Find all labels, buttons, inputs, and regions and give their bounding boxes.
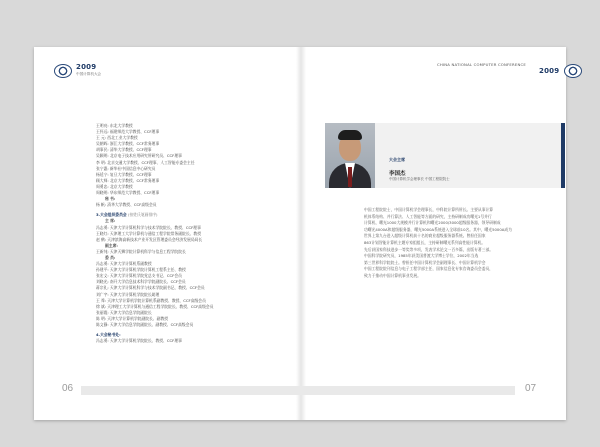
bio-line: 世界上第九台进入超级计算机前十名的商业超级服务器系统。曾担任国家 bbox=[364, 233, 486, 239]
section-note: (按姓氏笔画排序) bbox=[127, 212, 158, 218]
bio-line: 中国工程院院刊信息与电子工程学部主任，国家信息化专家咨询委员会委员， bbox=[364, 266, 494, 272]
bio-line: 第三世界科学院院士。曾担任中国计算机学会副理事长、中国计算机学会 bbox=[364, 259, 486, 265]
list-item: 张宏义: 天津大学计算机学院党总支书记、CCF会员 bbox=[96, 273, 182, 279]
book-spread bbox=[34, 47, 566, 420]
list-item: 张宁惠: 新华社中国信息中心研究员 bbox=[96, 165, 156, 171]
chair-photo bbox=[325, 123, 375, 188]
left-page bbox=[34, 47, 300, 420]
list-item: 顾大师: 北京大学教授、CCF常务理事 bbox=[96, 177, 160, 183]
bio-line: 机体系结构、并行算法、人工智能等方面的研究，主持研制成功曙光1号并行 bbox=[364, 213, 492, 219]
list-item: 王新纯: 天津天狮学院计算机科学与信息工程学院院长 bbox=[96, 248, 186, 254]
list-item: 徐 斌: 天津理工大学计算机与通信工程学院院长、教授、CCF高级会员 bbox=[96, 303, 214, 309]
bio-line: 中国科学院研究员，1985年获美国普渡大学博士学位，2002年当选 bbox=[364, 253, 479, 259]
header-conference-en: CHINA NATIONAL COMPUTER CONFERENCE bbox=[437, 62, 526, 67]
list-item: 王 元: 西北工业大学教授 bbox=[96, 135, 138, 141]
banner-accent-bar bbox=[561, 123, 565, 188]
chair-role: 大会主席 bbox=[389, 157, 405, 162]
list-item: 刘晓光: 南开大学信息技术科学学院副院长、CCF会员 bbox=[96, 279, 186, 285]
list-item: 张丽霞: 天津大学信息学院副院长 bbox=[96, 309, 152, 315]
footer-band-right bbox=[300, 386, 515, 395]
conference-logo-icon bbox=[54, 64, 72, 78]
list-item: 冯志勇: 天津大学计算机系副教授 bbox=[96, 261, 152, 267]
list-item: 陈 明: 天津大学计算机学院副院长、副教授 bbox=[96, 315, 169, 321]
list-item: 周晓明: 华东师范大学教授、CCF理事 bbox=[96, 190, 160, 196]
chair-title: 中国计算机学会理事长 中国工程院院士 bbox=[389, 177, 450, 181]
footer-band bbox=[81, 386, 300, 395]
list-item: 赵 鹤: 天津滨海高新技术产业开发区管理委员会经济发展局局长 bbox=[96, 236, 203, 242]
list-item: 胡事民: 清华大学教授、CCF理事 bbox=[96, 147, 152, 153]
bio-line: 致力于推动中国计算机事业发展。 bbox=[364, 272, 421, 278]
list-item: 刘广宇: 天津大学计算机学院院长助理 bbox=[96, 291, 160, 297]
list-item: 冯志勇: 天津大学计算机学院院长、教授、CCF理事 bbox=[96, 338, 182, 344]
list-item: 陈文静: 天津大学信息学院副院长、副教授、CCF高级会员 bbox=[96, 322, 194, 327]
chair-label: 主 席: bbox=[105, 218, 116, 224]
right-page bbox=[300, 47, 566, 420]
list-item: 王晓红: 天津理工大学计算机与通信工程学院常务副院长、教授 bbox=[96, 230, 202, 236]
list-item: 孙建平: 天津大学计算机学院计算机工程系主任、教授 bbox=[96, 267, 186, 273]
committee-list bbox=[96, 123, 286, 344]
vice-chair-label: 副主席: bbox=[105, 242, 118, 248]
header-year: 2009 bbox=[76, 63, 97, 71]
list-item: 冯志勇: 天津大学计算机科学与技术学院院长、教授、CCF理事 bbox=[96, 224, 201, 230]
list-item: 王怀远: 福建师范大学教授、CCF理事 bbox=[96, 129, 160, 135]
list-item: 吴朝晖: 浙江大学教授、CCF常务理事 bbox=[96, 141, 160, 147]
header-year-right: 2009 bbox=[539, 67, 560, 75]
bio-line: 中国工程院院士，中国计算机学会理事长，中科院计算所所长。主要从事计算 bbox=[364, 207, 494, 212]
list-item: 杨 帆: 清华大学教授、CCF高级会员 bbox=[96, 202, 157, 208]
chair-name: 李国杰 bbox=[389, 171, 406, 177]
bio-line: 先后获国家科技进步一等奖等多项，发表学术论文一百多篇，出版专著三部。 bbox=[364, 246, 494, 252]
list-item: 王明亮: 东北大学教授 bbox=[96, 123, 133, 128]
secretary-label: 秘 书: bbox=[105, 196, 116, 202]
bio-line: 863计划智能计算机主题专家组组长，主持研制曙光系列高性能计算机。 bbox=[364, 239, 486, 245]
list-item: 李 明: 北京交通大学教授、CCF理事、人工智能专委会主任 bbox=[96, 159, 195, 165]
bio-line: 功曙光4000A和超级服务器，曙光5000A系统进入全球前10名。其中，曙光5000A成为 bbox=[364, 226, 512, 232]
list-item: 蒋宗礼: 天津大学计算机科学与技术学院副书记、教授、CCF会员 bbox=[96, 285, 205, 291]
member-label: 委 员: bbox=[105, 254, 116, 260]
section-title: 3.大会组织委员会 (按姓氏笔画排序) bbox=[96, 212, 158, 218]
list-item: 王 舜: 天津大学计算机学院计算机系副教授、教授、CCF高级会员 bbox=[96, 297, 206, 303]
conference-logo-icon-right bbox=[564, 64, 582, 78]
bio-line: 计算机、曙光1000大规模并行计算机和曙光2000/3000超级服务器，领导研制成 bbox=[364, 220, 501, 226]
header-conference-cn: 中国计算机大会 bbox=[76, 72, 102, 76]
chair-banner bbox=[325, 123, 565, 188]
list-item: 杨延宁: 复旦大学教授、CCF理事 bbox=[96, 171, 152, 177]
page-number-left: 06 bbox=[62, 383, 74, 394]
chair-bio bbox=[364, 207, 549, 280]
list-item: 周勇忠: 北京大学教授 bbox=[96, 183, 133, 189]
list-item: 吴颖明: 北京电子技术应用研究所研究员、CCF理事 bbox=[96, 153, 182, 159]
page-number-right: 07 bbox=[525, 383, 537, 394]
section-title: 4.大会秘书处: bbox=[96, 332, 121, 338]
